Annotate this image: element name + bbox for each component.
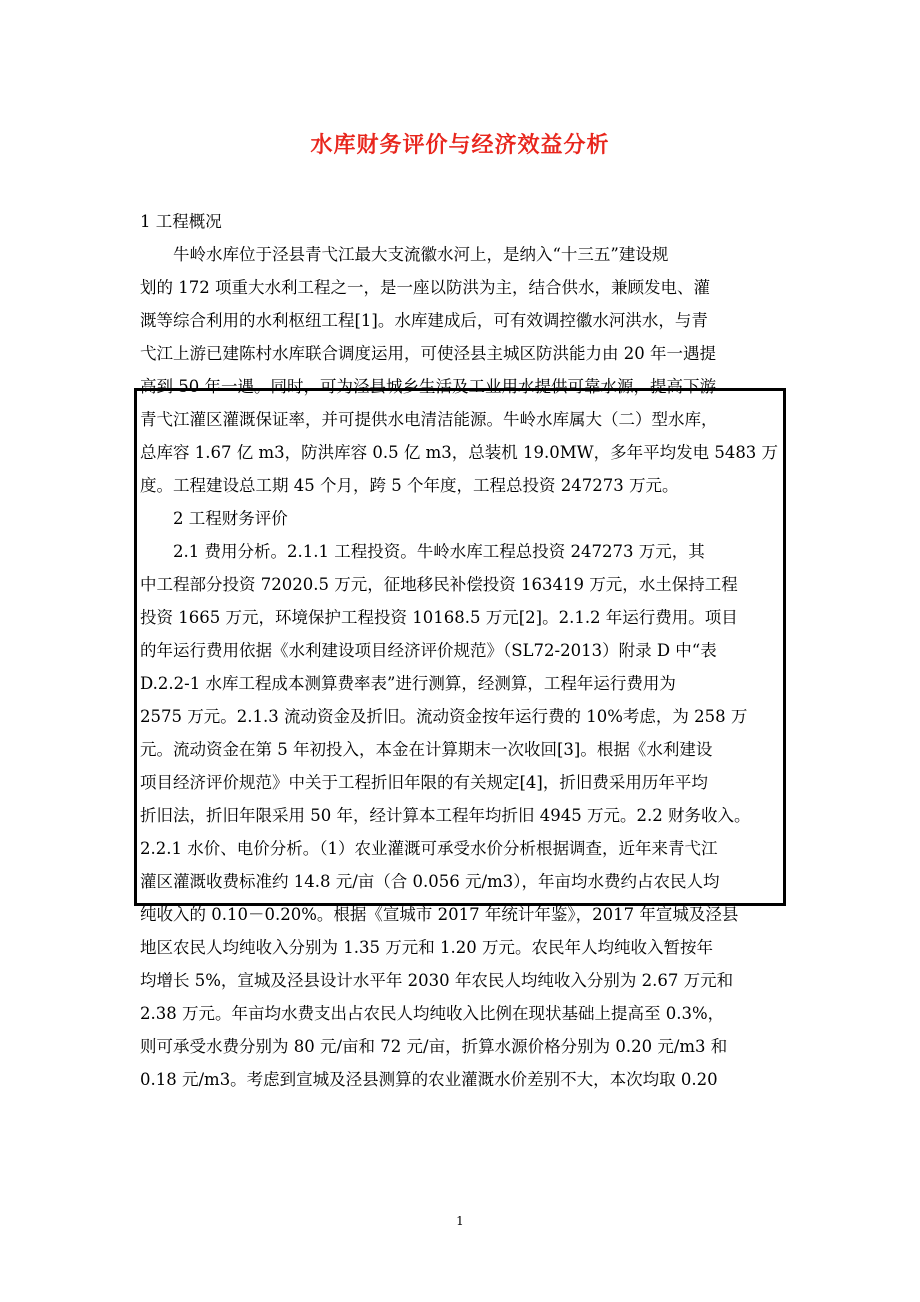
text-line: 总库容 1.67 亿 m3，防洪库容 0.5 亿 m3，总装机 19.0MW，多年平均发电 5483 万 (140, 443, 779, 462)
text-line: 青弋江灌区灌溉保证率，并可提供水电清洁能源。牛岭水库属大（二）型水库， (140, 410, 718, 429)
text-line: 折旧法，折旧年限采用 50 年，经计算本工程年均折旧 4945 万元。2.2 财务收入。 (140, 806, 751, 825)
text-line: D.2.2-1 水库工程成本测算费率表”进行测算，经测算，工程年运行费用为 (140, 674, 676, 693)
text-line: 元。流动资金在第 5 年初投入，本金在计算期末一次收回[3]。根据《水利建设 (140, 740, 713, 759)
text-line: 纯收入的 0.10－0.20%。根据《宣城市 2017 年统计年鉴》，2017 年宣城及泾县 (140, 905, 739, 924)
text-line: 投资 1665 万元，环境保护工程投资 10168.5 万元[2]。2.1.2 年运行费用。项目 (140, 608, 738, 627)
section-heading-2: 2.1 费用分析。2.1.1 工程投资。牛岭水库工程总投资 247273 万元，其 (140, 542, 705, 561)
text-line: 的年运行费用依据《水利建设项目经济评价规范》（SL72-2013）附录 D 中“表 (140, 641, 717, 660)
text-line: 0.18 元/m3。考虑到宣城及泾县测算的农业灌溉水价差别不大，本次均取 0.20 (140, 1070, 718, 1089)
text-line: 划的 172 项重大水利工程之一，是一座以防洪为主，结合供水，兼顾发电、灌 (140, 278, 710, 297)
section-heading-1: 1 工程概况 (140, 212, 222, 231)
page-number: 1 (456, 1214, 464, 1228)
text-line: 度。工程建设总工期 45 个月，跨 5 个年度，工程总投资 247273 万元。 (140, 476, 679, 495)
text-line: 地区农民人均纯收入分别为 1.35 万元和 1.20 万元。农民年人均纯收入暂按年 (140, 938, 713, 957)
text-line: 溉等综合利用的水利枢纽工程[1]。水库建成后，可有效调控徽水河洪水，与青 (140, 311, 708, 330)
text-line: 则可承受水费分别为 80 元/亩和 72 元/亩，折算水源价格分别为 0.20 元/m3 和 (140, 1037, 728, 1056)
text-line: 中工程部分投资 72020.5 万元，征地移民补偿投资 163419 万元，水土保持工程 (140, 575, 738, 594)
text-line: 高到 50 年一遇。同时，可为泾县城乡生活及工业用水提供可靠水源，提高下游 (140, 377, 716, 396)
text-line: 均增长 5%，宣城及泾县设计水平年 2030 年农民人均纯收入分别为 2.67 万元和 (140, 971, 734, 990)
text-line: 弋江上游已建陈村水库联合调度运用，可使泾县主城区防洪能力由 20 年一遇提 (140, 344, 716, 363)
text-line: 2 工程财务评价 (140, 509, 288, 528)
text-line: 灌区灌溉收费标准约 14.8 元/亩（合 0.056 元/m3），年亩均水费约占农民人均 (140, 872, 720, 891)
text-line: 项目经济评价规范》中关于工程折旧年限的有关规定[4]，折旧费采用历年平均 (140, 773, 708, 792)
text-line: 2575 万元。2.1.3 流动资金及折旧。流动资金按年运行费的 10%考虑，为 258 万 (140, 707, 748, 726)
page-title: 水库财务评价与经济效益分析 (310, 132, 610, 158)
text-line: 2.2.1 水价、电价分析。（1）农业灌溉可承受水价分析根据调查，近年来青弋江 (140, 839, 718, 858)
text-line: 2.38 万元。年亩均水费支出占农民人均纯收入比例在现状基础上提高至 0.3%， (140, 1004, 725, 1023)
text-line: 牛岭水库位于泾县青弋江最大支流徽水河上，是纳入“十三五”建设规 (140, 245, 669, 264)
